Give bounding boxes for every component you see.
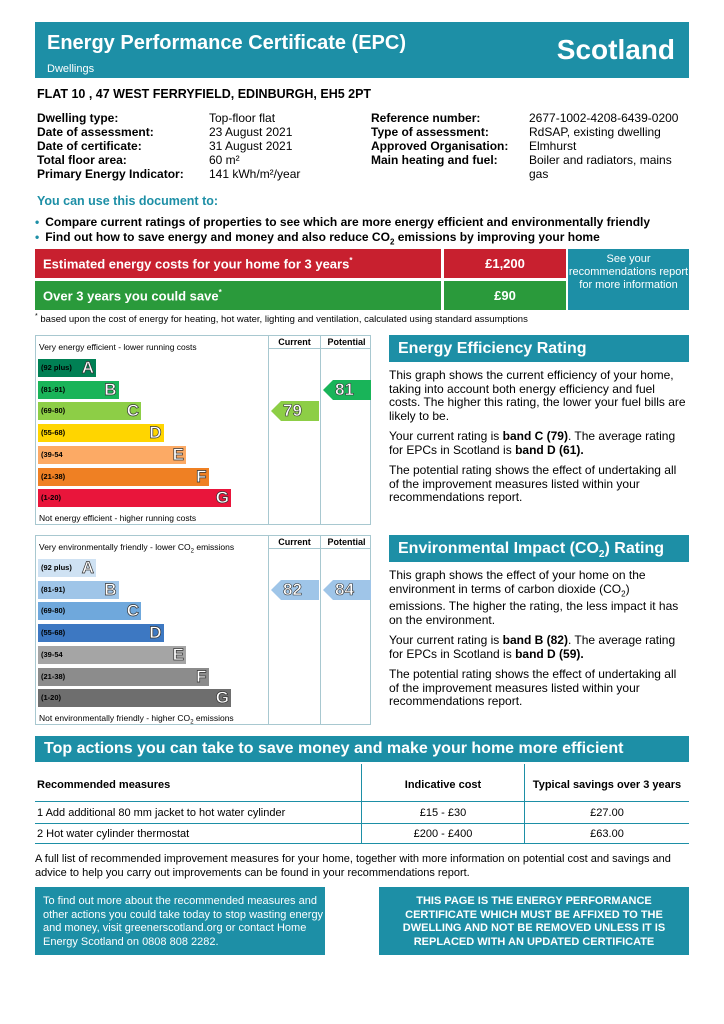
estimated-cost-label <box>35 249 441 278</box>
bullet-item: • Compare current ratings of properties to see which are more energy efficient and environmentally friendly <box>35 215 651 229</box>
ee-potential-arrow <box>323 380 371 400</box>
band-letter: E <box>172 644 184 664</box>
col-cost-header: Indicative cost <box>404 779 482 791</box>
top-actions-title: Top actions you can take to save money and make your home more efficient <box>35 736 689 762</box>
chart-bottom-label <box>39 713 234 726</box>
detail-label: Type of assessment: <box>371 125 489 139</box>
chart-top-label: Very energy efficient - lower running costs <box>39 342 197 352</box>
bullet-subscript: 2 <box>389 237 395 247</box>
measure-cell: 1 Add additional 80 mm jacket to hot water cylinder <box>37 807 286 819</box>
environmental-impact-chart <box>35 535 371 725</box>
band-letter: F <box>196 666 207 686</box>
actions-table <box>35 764 689 844</box>
band-letter: C <box>126 601 139 621</box>
environmental-impact-title <box>389 535 689 562</box>
certificate-title: Energy Performance Certificate (EPC) <box>47 32 407 54</box>
band-range: (69-80) <box>41 406 66 416</box>
ee-band-d <box>38 424 164 442</box>
energy-efficiency-title: Energy Efficiency Rating <box>389 335 689 362</box>
savings-cell: £63.00 <box>590 828 624 840</box>
ei-average-band: band D (59). <box>515 646 584 661</box>
detail-value: RdSAP, existing dwelling <box>529 125 661 139</box>
band-range: (92 plus) <box>41 563 72 572</box>
ei-p2-text: Your current rating is <box>389 633 503 648</box>
ee-average-band: band D (61). <box>515 442 584 457</box>
ei-potential-arrow <box>323 580 371 600</box>
bottom-label-text: Not environmentally friendly - higher CO <box>39 713 191 723</box>
estimated-cost-value: £1,200 <box>444 249 566 278</box>
detail-label: Dwelling type: <box>37 111 119 125</box>
detail-value: 2677-1002-4208-6439-0200 <box>529 111 679 125</box>
detail-label: Reference number: <box>371 111 481 125</box>
bullet-item: • Find out how to save energy and money and also reduce $CO_2$ emissions by improving your home <box>35 230 600 247</box>
savings-cell: £27.00 <box>590 807 624 819</box>
detail-value-continued: gas <box>529 167 549 181</box>
bullet-text: Find out how to save energy and money and also reduce CO <box>45 230 390 244</box>
ei-p1-sub: 2 <box>621 588 626 598</box>
energy-efficiency-chart <box>35 335 371 525</box>
cost-cell: £200 - £400 <box>413 828 473 840</box>
ei-title-text: Environmental Impact (CO <box>398 540 599 557</box>
ei-band-f <box>38 668 209 686</box>
ei-current-arrow <box>271 580 319 600</box>
bottom-label-sub: 2 <box>190 719 194 726</box>
chart-bottom-label: Not energy efficient - higher running costs <box>39 513 197 523</box>
detail-value: 60 m² <box>209 153 240 167</box>
ee-paragraph-3: The potential rating shows the effect of undertaking all of the improvement measures listed within your recommendations report. <box>389 463 677 504</box>
measure-cell: 2 Hot water cylinder thermostat <box>37 828 190 840</box>
band-range: (92 plus) <box>41 363 72 372</box>
band-range: (81-91) <box>41 384 66 394</box>
current-column-header: Current <box>278 537 311 547</box>
cost-footnote <box>35 313 528 325</box>
ei-title-end: ) Rating <box>604 540 665 557</box>
savings-value: £90 <box>444 281 566 310</box>
ee-band-b <box>38 381 119 399</box>
band-letter: D <box>149 623 162 643</box>
asterisk: * <box>35 313 38 320</box>
band-range: (39-54 <box>41 649 63 659</box>
ei-p1-text: This graph shows the effect of your home on the environment in terms of carbon dioxide (CO <box>389 568 646 596</box>
band-letter: C <box>126 401 139 421</box>
ei-paragraph-1 <box>389 569 689 627</box>
rating-value: 82 <box>283 579 302 599</box>
band-letter: E <box>172 444 184 464</box>
estimated-cost-text: Estimated energy costs for your home for 3 years <box>43 256 350 272</box>
top-label-text: Very environmentally friendly - lower CO <box>39 542 191 552</box>
ei-current-band: band B (82) <box>502 633 568 648</box>
table-row <box>35 824 689 844</box>
environmental-impact-description <box>389 569 689 709</box>
ee-band-e <box>38 446 186 464</box>
detail-label: Total floor area: <box>37 153 127 167</box>
cost-cell: £15 - £30 <box>419 807 467 819</box>
detail-value: 31 August 2021 <box>209 139 293 153</box>
ee-band-a <box>38 359 96 377</box>
potential-column-header: Potential <box>327 337 366 347</box>
ei-band-g <box>38 689 231 707</box>
detail-value: Boiler and radiators, mains <box>529 153 672 167</box>
ee-paragraph-1: This graph shows the current efficiency of your home, taking into account both energy efficiency and fuel costs. The higher this rating, the lower your fuel bills are likely to be. <box>389 368 686 423</box>
potential-column-header: Potential <box>327 537 366 547</box>
ee-paragraph-2 <box>389 430 689 457</box>
ei-p1-end: ) emissions. The higher the rating, the less impact it has on the environment. <box>389 581 679 627</box>
bullet-text: Compare current ratings of properties to see which are more energy efficient and environmentally friendly <box>45 215 651 229</box>
bullet-text-end: emissions by improving your home <box>394 230 600 244</box>
table-row <box>35 803 689 823</box>
asterisk: * <box>349 256 353 265</box>
detail-label: Approved Organisation: <box>371 139 509 153</box>
chart-top-label <box>39 542 234 555</box>
detail-value: 23 August 2021 <box>209 125 293 139</box>
rating-value: 84 <box>335 579 354 599</box>
band-range: (1-20) <box>41 493 62 503</box>
band-letter: F <box>196 466 207 486</box>
details-right <box>371 111 679 181</box>
band-range: (55-68) <box>41 428 66 438</box>
rating-value: 79 <box>283 401 302 421</box>
asterisk: * <box>218 288 222 297</box>
current-column-header: Current <box>278 337 311 347</box>
detail-value: Top-floor flat <box>209 111 276 125</box>
ee-band-f <box>38 468 209 486</box>
affix-notice-box: THIS PAGE IS THE ENERGY PERFORMANCE CERTIFICATE WHICH MUST BE AFFIXED TO THE DWELLING AND NOT BE REMOVED UNLESS IT IS REPLACED WITH AN UPDATED CERTIFICATE <box>379 887 689 955</box>
band-letter: B <box>104 379 117 399</box>
ee-current-arrow <box>271 401 319 421</box>
use-bullets <box>35 215 650 249</box>
ee-current-band: band C (79) <box>502 429 568 443</box>
top-label-sub: 2 <box>190 548 194 555</box>
col-savings-header: Typical savings over 3 years <box>532 779 682 791</box>
band-letter: A <box>81 358 94 377</box>
savings-text: Over 3 years you could save <box>43 288 219 304</box>
country-name: Scotland <box>556 34 675 65</box>
savings-label <box>35 281 441 310</box>
band-range: (21-38) <box>41 471 66 481</box>
col-measures-header: Recommended measures <box>37 779 171 791</box>
band-range: (39-54 <box>41 449 63 459</box>
see-recommendations-box: See your recommendations report for more information <box>568 249 689 310</box>
ee-p2-mid: . The average rating for EPCs in Scotland is <box>389 429 676 457</box>
ee-band-g <box>38 489 231 507</box>
bottom-label-end: emissions <box>193 713 234 723</box>
top-label-end: emissions <box>193 542 235 552</box>
use-document-title: You can use this document to: <box>37 194 219 208</box>
detail-value: Elmhurst <box>529 139 577 153</box>
band-letter: D <box>149 423 162 443</box>
band-letter: B <box>104 579 117 599</box>
band-letter: G <box>215 688 229 708</box>
ei-p2-mid: . The average rating for EPCs in Scotland is <box>389 633 676 661</box>
band-letter: G <box>215 488 229 508</box>
band-range: (69-80) <box>41 606 66 616</box>
band-range: (55-68) <box>41 628 66 638</box>
find-out-more-box: To find out more about the recommended measures and other actions you could take today to stop wasting energy and money, visit greenerscotland.org or contact Home Energy Scotland on 0808 808 2282. <box>35 887 325 955</box>
ei-band-a <box>38 559 96 577</box>
ei-band-c <box>38 602 141 620</box>
band-range: (21-38) <box>41 671 66 681</box>
detail-value: 141 kWh/m²/year <box>209 167 301 181</box>
details-left <box>37 111 301 181</box>
detail-label: Date of assessment: <box>37 125 154 139</box>
band-range: (1-20) <box>41 693 62 703</box>
ee-p2-text: Your current rating is <box>389 429 503 443</box>
detail-label: Primary Energy Indicator: <box>37 167 184 181</box>
property-address: FLAT 10 , 47 WEST FERRYFIELD, EDINBURGH, EH5 2PT <box>37 87 372 101</box>
ei-band-b <box>38 581 119 599</box>
band-range: (81-91) <box>41 584 66 594</box>
recommendations-note: A full list of recommended improvement measures for your home, together with more information on potential cost and savings and advice to help you carry out improvements can be found in your recommendations report. <box>35 853 671 879</box>
footnote-text: based upon the cost of energy for heating, hot water, lighting and ventilation, calculated using standard assumptions <box>40 314 528 326</box>
epc-header <box>35 22 689 78</box>
ei-title-sub: 2 <box>598 549 605 561</box>
detail-label: Date of certificate: <box>37 139 142 153</box>
ei-paragraph-3: The potential rating shows the effect of undertaking all of the improvement measures listed within your recommendations report. <box>389 667 677 709</box>
rating-value: 81 <box>335 379 354 399</box>
ei-paragraph-2 <box>389 634 689 661</box>
ei-band-e <box>38 646 186 664</box>
ee-band-c <box>38 402 141 420</box>
certificate-subtitle: Dwellings <box>47 63 95 75</box>
ei-band-d <box>38 624 164 642</box>
detail-label: Main heating and fuel: <box>371 153 498 167</box>
band-letter: A <box>81 558 94 577</box>
energy-efficiency-description <box>389 369 689 505</box>
